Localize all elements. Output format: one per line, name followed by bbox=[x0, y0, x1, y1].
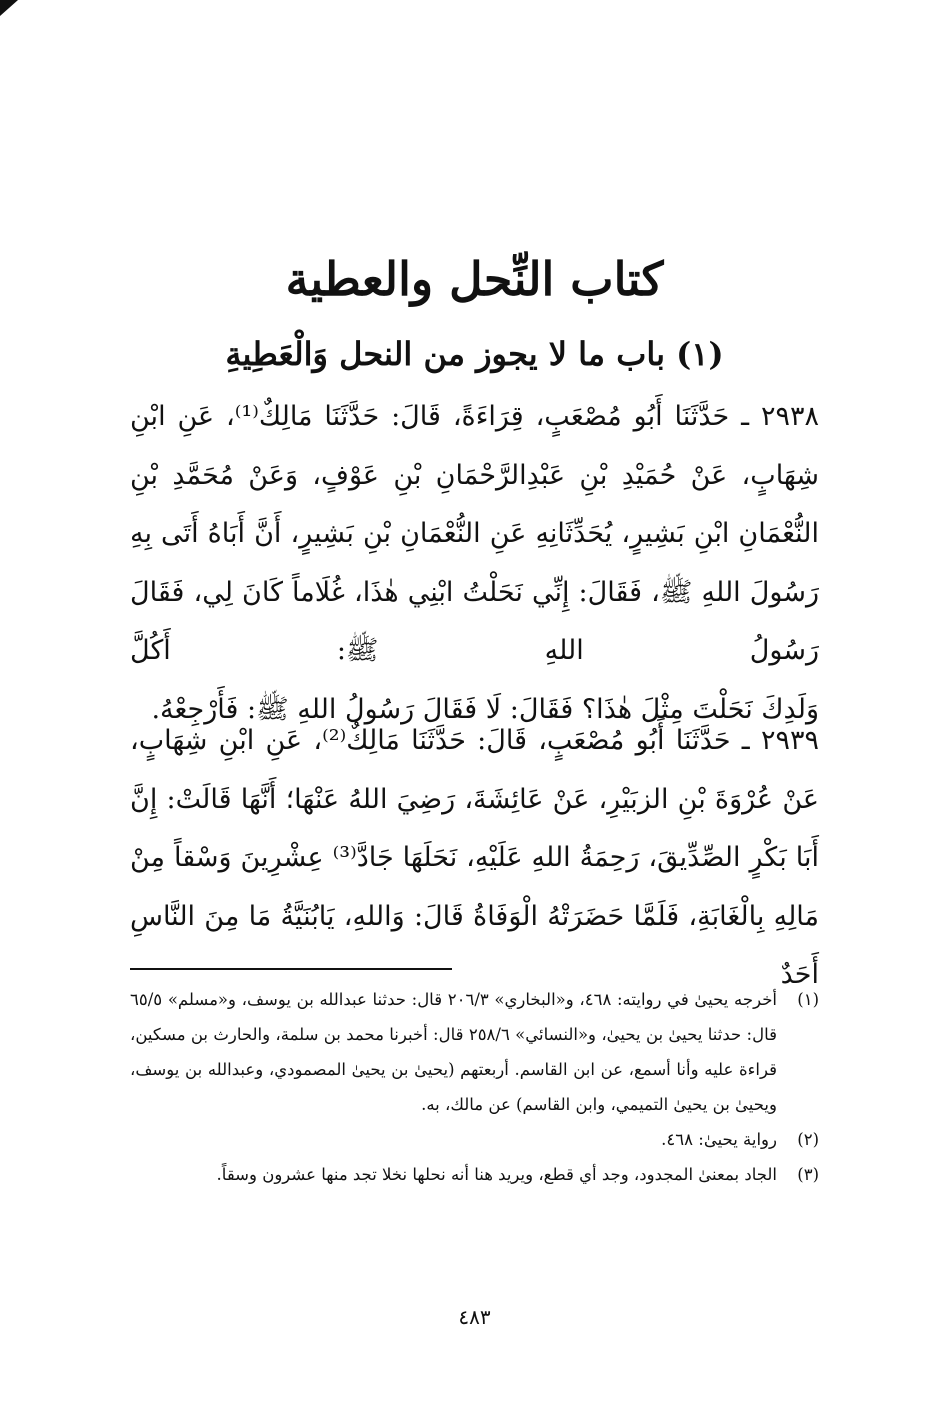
hadith-text: ـ حَدَّثَنَا أَبُو مُصْعَبٍ، قِرَاءَةً، قَالَ: حَدَّثَنَا مَالِكٌ⁽¹⁾، عَنِ ابْنِ شِهَابٍ، عَنْ حُمَيْدِ بْنِ عَبْدِالرَّحْمَانِ بْنِ عَوْفٍ، وَعَنْ مُحَمَّدِ بْنِ النُّعْمَانِ ابْنِ بَشِيرٍ، يُحَدِّثَانِهِ عَنِ النُّعْمَانِ بْنِ بَشِيرٍ، أَنَّ أَبَاهُ أَتَى بِهِ رَسُولَ اللهِ ﷺ، فَقَالَ: إِنِّي نَحَلْتُ ابْنِي هٰذَا، غُلَاماً كَانَ لِي، فَقَالَ رَسُولُ اللهِ ﷺ: أَكُلَّ bbox=[130, 401, 819, 666]
hadith-text: ـ حَدَّثَنَا أَبُو مُصْعَبٍ، قَالَ: حَدَّثَنَا مَالِكٌ⁽²⁾، عَنِ ابْنِ شِهَابٍ، عَنْ عُرْوَةَ بْنِ الزبَيْرِ، عَنْ عَائِشَةَ، رَضِيَ اللهُ عَنْهَا؛ أَنَّهَا قَالَتْ: إِنَّ أَبَا بَكْرٍ الصِّدِّيقَ، رَحِمَةُ اللهِ عَلَيْهِ، نَحَلَهَا جَادَّ⁽³⁾ عِشْرِينَ وَسْقاً مِنْ مَالِهِ بِالْغَابَةِ، فَلَمَّا حَضَرَتْهُ الْوَفَاةُ قَالَ: وَاللهِ، يَابُنَيَّةُ مَا مِنَ النَّاسِ أَحَدٌ bbox=[130, 725, 820, 990]
hadith-last-line: وَلَدِكَ نَحَلْتَ مِثْلَ هٰذَا؟ فَقَالَ: لَا فَقَالَ رَسُولُ اللهِ ﷺ: فَأَرْجِعْهُ. bbox=[151, 693, 819, 725]
hadith-number: ٢٩٣٩ bbox=[760, 725, 819, 756]
book-title: كتاب النِّحل والعطية bbox=[285, 252, 664, 306]
footnote-number: (٣) bbox=[797, 1165, 819, 1184]
footnote-text: أخرجه يحيىٰ في روايته: ٤٦٨، و«البخاري» ٢٠٦/٣ قال: حدثنا عبدالله بن يوسف، و«مسلم» ٦٥/٥ قال: حدثنا يحيىٰ بن يحيىٰ، و«النسائي» ٢٥٨/٦ قال: أخبرنا محمد بن سلمة، والحارث بن مسكين، قراءة عليه وأنا أسمع، عن ابن القاسم. أربعتهم (يحيىٰ بن يحيىٰ المصمودي، وعبدالله بن يوسف، ويحيىٰ بن يحيىٰ التميمي، وابن القاسم) عن مالك، به. bbox=[130, 990, 777, 1114]
footnote-3 bbox=[130, 1157, 819, 1192]
footnote-text: الجاد بمعنىٰ المجدود، وجد أي قطع، ويريد هنا أنه نحلها نخلا تجد منها عشرون وسقاً. bbox=[216, 1165, 777, 1184]
footnote-2 bbox=[130, 1122, 819, 1157]
footnote-1 bbox=[130, 982, 819, 1122]
footnote-text: رواية يحيىٰ: ٤٦٨. bbox=[661, 1130, 777, 1149]
footnote-number: (١) bbox=[797, 990, 819, 1009]
footnotes bbox=[130, 982, 819, 1192]
corner-mark bbox=[0, 0, 18, 32]
footnote-divider bbox=[130, 968, 452, 970]
footnote-number: (٢) bbox=[797, 1130, 819, 1149]
page-number: ٤٨٣ bbox=[458, 1305, 491, 1329]
hadith-2938 bbox=[130, 388, 819, 739]
hadith-number: ٢٩٣٨ bbox=[760, 401, 819, 432]
chapter-title: (١) باب ما لا يجوز من النحل وَالْعَطِيةِ bbox=[225, 335, 724, 373]
hadith-2939 bbox=[130, 712, 819, 1005]
